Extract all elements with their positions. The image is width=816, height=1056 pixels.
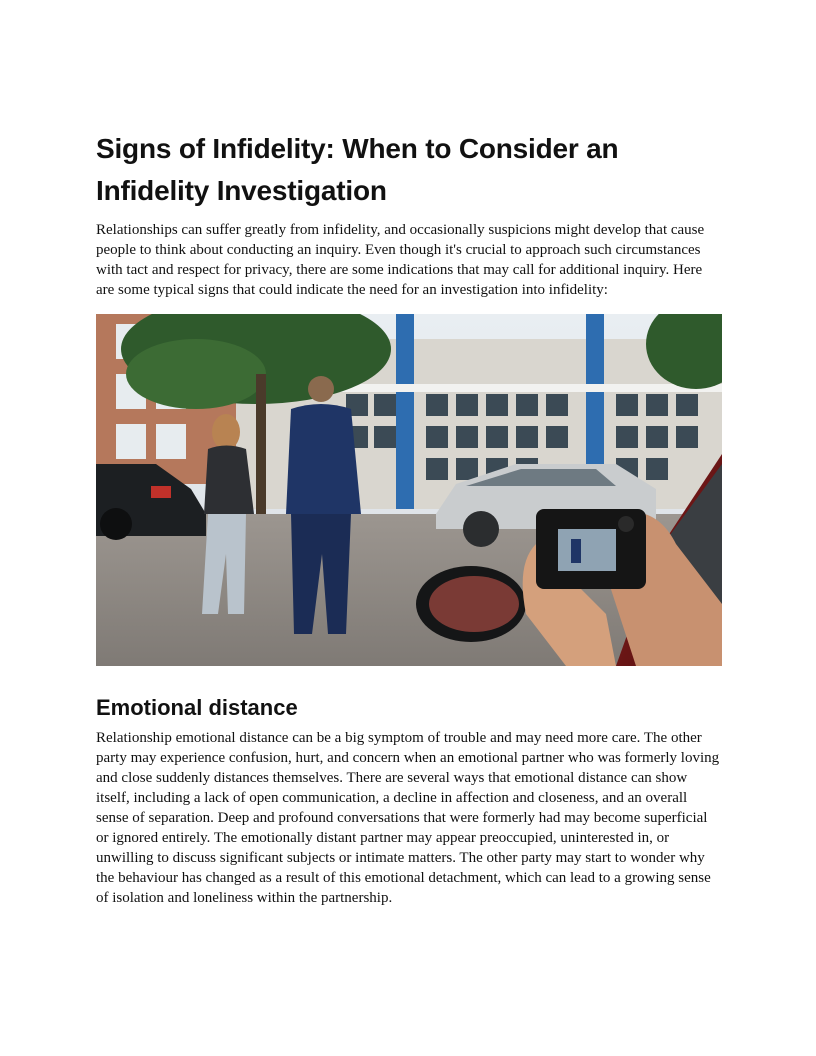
surveillance-photo	[96, 314, 722, 666]
section-heading-emotional-distance: Emotional distance	[96, 695, 298, 720]
article-title: Signs of Infidelity: When to Consider an Infidelity Investigation	[96, 133, 619, 206]
photo-illustration	[96, 314, 722, 666]
article-body	[96, 128, 722, 908]
section-body-emotional-distance: Relationship emotional distance can be a big symptom of trouble and may need more care. The other party may experience confusion, hurt, and concern when an emotional partner who was formerly loving and close suddenly distances themselves. There are several ways that emotional distance can show itself, including a lack of open communication, a decline in affection and closeness, and an overall sense of separation. Deep and profound conversations that were formerly had may become superficial or ignored entirely. The emotionally distant partner may appear preoccupied, uninterested in, or unwilling to discuss significant subjects or intimate matters. The other party may start to wonder why the behaviour has changed as a result of this emotional detachment, which can lead to a growing sense of isolation and loneliness within the partnership.	[96, 730, 720, 906]
intro-paragraph: Relationships can suffer greatly from infidelity, and occasionally suspicions might develop that cause people to think about conducting an inquiry. Even though it's crucial to approach such circumstances with tact and respect for privacy, there are some indications that may call for additional inquiry. Here are some typical signs that could indicate the need for an investigation into infidelity:	[96, 222, 705, 298]
